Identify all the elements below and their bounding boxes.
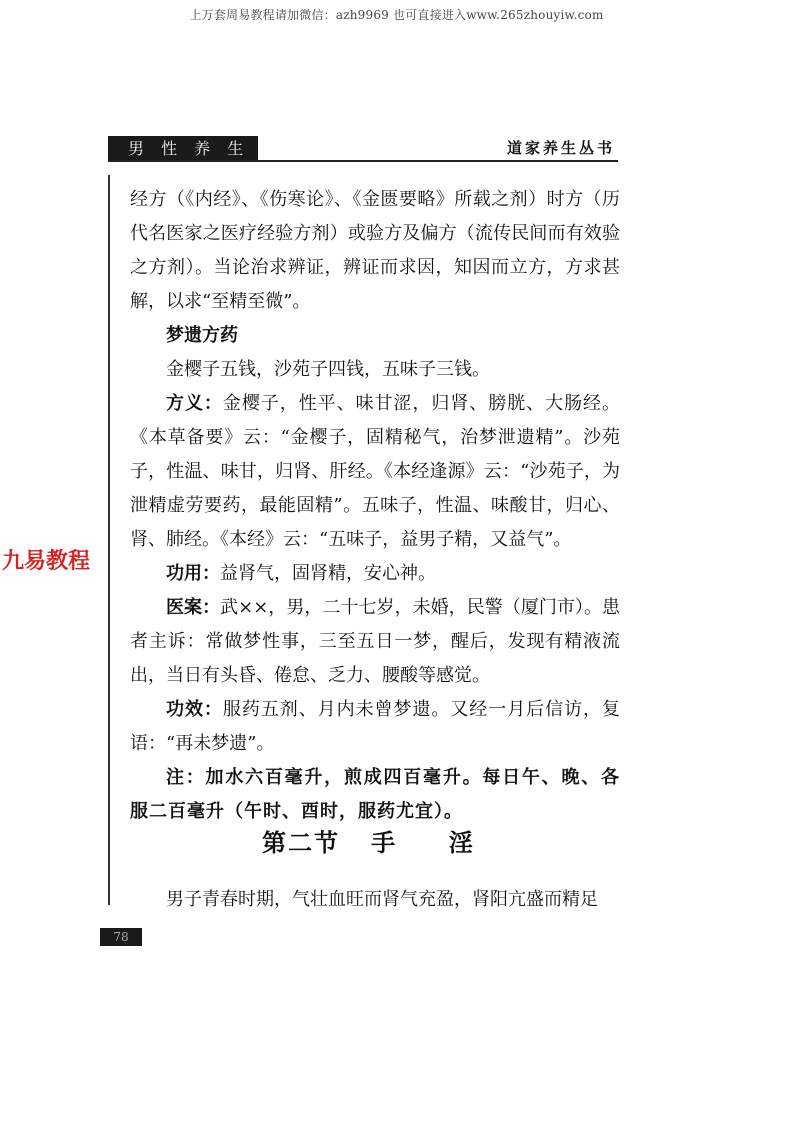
section-heading: 第二节 手 淫: [262, 829, 475, 857]
gongyong-text: 益肾气，固肾精，安心神。: [220, 563, 436, 584]
recipe-gongyong: [130, 557, 620, 591]
recipe-gongxiao: [130, 693, 620, 761]
recipe-note: [130, 761, 620, 829]
zhu-text: 加水六百毫升，煎成四百毫升。每日午、晚、各服二百毫升（午时、酉时，服药尤宜）。: [130, 767, 620, 822]
gongyong-label: 功用：: [166, 563, 220, 584]
recipe-yian: [130, 591, 620, 693]
book-category-badge: 男 性 养 生: [108, 136, 258, 162]
side-watermark: 九易教程: [2, 549, 91, 574]
yian-text: 武××，男，二十七岁，未婚，民警（厦门市）。患者主诉：常做梦性事，三至五日一梦，醒后，发现有精液流出，当日有头昏、倦怠、乏力、腰酸等感觉。: [130, 597, 620, 686]
section-first-paragraph: 男子青春时期，气壮血旺而肾气充盈，肾阳亢盛而精足: [166, 889, 598, 910]
page-body: [130, 183, 620, 829]
series-title: 道家养生丛书: [506, 139, 615, 157]
gongxiao-text: 服药五剂、月内未曾梦遗。又经一月后信访，复语：“再未梦遗”。: [130, 699, 621, 754]
intro-paragraph: 经方（《内经》、《伤寒论》、《金匮要略》所载之剂）时方（历代名医家之医疗经验方剂）或验方及偏方（流传民间而有效验之方剂）。当论治求辨证，辨证而求因，知因而立方，方求甚解，以求“至精至微”。: [130, 189, 620, 312]
zhu-label: 注：: [166, 767, 206, 788]
fangyi-text: 金樱子，性平、味甘涩，归肾、膀胱、大肠经。《本草备要》云：“金樱子，固精秘气，治梦泄遗精”。沙苑子，性温、味甘，归肾、肝经。《本经逢源》云：“沙苑子，为泄精虚劳要药，最能固精”。五味子，性温、味酸甘，归心、肾、肺经。《本经》云：“五味子，益男子精，又益气”。: [130, 393, 621, 550]
recipe-ingredients: 金樱子五钱，沙苑子四钱，五味子三钱。: [166, 359, 490, 380]
recipe-fangyi: [130, 387, 620, 557]
left-margin-rule: [108, 175, 110, 905]
top-watermark: 上万套周易教程请加微信：azh9969 也可直接进入www.265zhouyiw.com: [189, 8, 604, 22]
page-number: 78: [100, 928, 142, 946]
recipe-title: 梦遗方药: [166, 325, 238, 346]
gongxiao-label: 功效：: [166, 699, 223, 720]
yian-label: 医案：: [166, 597, 221, 618]
header-divider: [108, 160, 618, 162]
fangyi-label: 方义：: [166, 393, 223, 414]
